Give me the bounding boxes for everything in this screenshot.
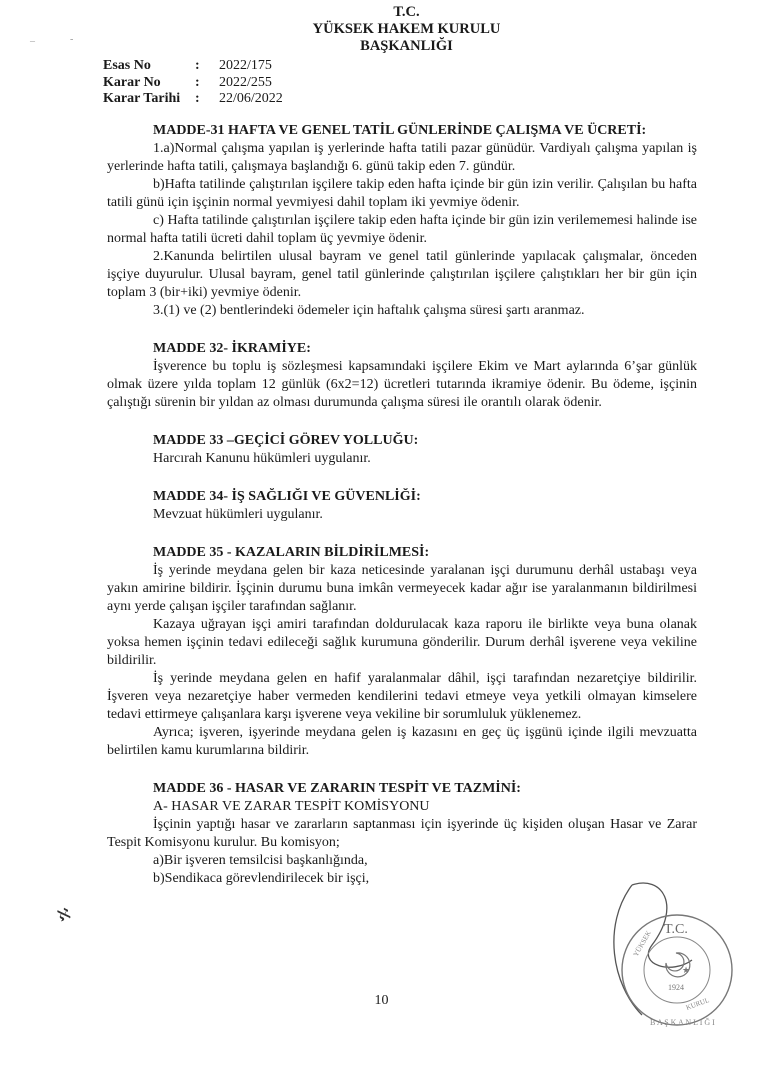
- meta-value: 2022/255: [219, 74, 272, 90]
- seal-arc-text: B A Ş K A N L I Ğ I: [650, 1018, 715, 1027]
- meta-label: Karar Tarihi: [103, 91, 181, 106]
- article-35-title: MADDE 35 - KAZALARIN BİLDİRİLMESİ:: [153, 545, 430, 560]
- meta-row-karar-tarihi: [103, 91, 283, 108]
- scan-dash: –: [30, 36, 35, 47]
- header-line-presidency: BAŞKANLIĞI: [360, 38, 453, 54]
- star-icon: ★: [682, 965, 691, 975]
- article-36-item-a: a)Bir işveren temsilcisi başkanlığında,: [153, 853, 368, 868]
- article-36-subtitle: A- HASAR VE ZARAR TESPİT KOMİSYONU: [153, 799, 430, 814]
- seal-year-text: 1924: [668, 983, 684, 992]
- meta-row-karar: [103, 75, 283, 92]
- article-36-item-b: b)Sendikaca görevlendirilecek bir işçi,: [153, 871, 370, 886]
- document-header: [0, 4, 763, 55]
- article-31-para-3: 3.(1) ve (2) bentlerindeki ödemeler için haftalık çalışma süresi şartı aranmaz.: [153, 303, 585, 318]
- seal-tc-text: T.C.: [664, 922, 688, 937]
- official-seal-stamp: [592, 865, 742, 1045]
- meta-colon: :: [195, 91, 200, 106]
- meta-label: Esas No: [103, 58, 151, 73]
- margin-initial-mark: ℵ: [55, 905, 73, 926]
- article-35-para-1: İş yerinde meydana gelen bir kaza neticesinde yaralanan işçi durumunu derhâl ustabaşı veya yakın amirine bildirir. İşçinin durumu buna imkân vermeyecek kadar ağır ise yaralanmanın bildirilmesi aynı yerde çalışan işçiler tarafından sağlanır.: [107, 563, 697, 614]
- meta-colon: :: [195, 58, 200, 73]
- article-31-para-2: 2.Kanunda belirtilen ulusal bayram ve genel tatil günlerinde yapılacak çalışmalar, önceden işçiye duyurulur. Ulusal bayram, genel tatil günlerinde çalıştırılan işçilere çalıştıkları her bir gün için toplam 3 (bir+iki) yevmiye ödenir.: [107, 249, 697, 300]
- article-35-para-4: Ayrıca; işveren, işyerinde meydana gelen iş kazasını en geç üç işgünü içinde ilgili mevzuatta belirtilen kamu kurumlarına bildirir.: [107, 725, 697, 758]
- seal-arc-text: KURUL: [684, 996, 711, 1012]
- seal-arc-text: YÜKSEK: [631, 929, 653, 958]
- article-33-title: MADDE 33 –GEÇİCİ GÖREV YOLLUĞU:: [153, 433, 419, 448]
- document-body: [107, 122, 697, 888]
- article-31-para-1a: 1.a)Normal çalışma yapılan iş yerlerinde hafta tatili pazar günüdür. Vardiyalı çalışma yapılan iş yerlerinde hafta tatili, çalışmaya başlandığı 6. günü takip eden 7. gündür.: [107, 141, 697, 174]
- header-line-tc: T.C.: [393, 4, 420, 20]
- article-31-para-1c: c) Hafta tatilinde çalıştırılan işçilere takip eden hafta içinde bir gün izin verilememesi halinde ise normal hafta tatili ücreti dahil toplam üç yevmiye ödenir.: [107, 213, 697, 246]
- article-32-title: MADDE 32- İKRAMİYE:: [153, 341, 311, 356]
- meta-value: 2022/175: [219, 58, 272, 73]
- article-31-para-1b: b)Hafta tatilinde çalıştırılan işçilere takip eden hafta içinde bir gün izin verilir. Çalışılan bu hafta tatili günü için işçinin normal yevmiyesi dahil toplam iki yevmiye ödenir.: [107, 177, 697, 210]
- article-32-para: İşverence bu toplu iş sözleşmesi kapsamındaki işçilere Ekim ve Mart aylarında 6’şar günlük olmak üzere yılda toplam 12 günlük (6x2=12) ücretleri tutarında ikramiye ödenir. Bu ödeme, işçinin çalıştığı sürenin bir yıldan az olması durumunda çalışma süresi ile orantılı olarak ödenir.: [107, 359, 697, 410]
- article-36-title: MADDE 36 - HASAR VE ZARARIN TESPİT VE TAZMİNİ:: [153, 781, 521, 796]
- scan-dash: -: [70, 34, 74, 45]
- meta-colon: :: [195, 74, 200, 90]
- article-36-para-1: İşçinin yaptığı hasar ve zararların saptanması için işyerinde üç kişiden oluşan Hasar ve Zarar Tespit Komisyonu kurulur. Bu komisyon;: [107, 817, 697, 850]
- article-34-title: MADDE 34- İŞ SAĞLIĞI VE GÜVENLİĞİ:: [153, 489, 421, 504]
- article-35-para-2: Kazaya uğrayan işçi amiri tarafından doldurulacak kaza raporu ile birlikte veya buna olanak yoksa hemen işçinin tedavi edileceği sağlık kurumuna gönderilir. Durum derhâl işverene veya vekiline bildirilir.: [107, 617, 697, 668]
- header-line-institution: YÜKSEK HAKEM KURULU: [312, 21, 501, 37]
- meta-label: Karar No: [103, 74, 161, 90]
- page-number: 10: [374, 993, 389, 1008]
- article-33-para: Harcırah Kanunu hükümleri uygulanır.: [153, 451, 371, 466]
- article-34-para: Mevzuat hükümleri uygulanır.: [153, 507, 323, 522]
- case-metadata: [103, 58, 283, 108]
- meta-value: 22/06/2022: [219, 91, 283, 106]
- article-35-para-3: İş yerinde meydana gelen en hafif yaralanmalar dâhil, işçi tarafından nezaretçiye bildirilir. İşveren veya nezaretçiye haber vermeden kendilerini tedavi etmeye veya yetkili olmayan kimselere tedavi ettirmeye çalışanlara karşı işverene veya vekiline bir sorumluluk yüklenemez.: [107, 671, 697, 722]
- article-31-title: MADDE-31 HAFTA VE GENEL TATİL GÜNLERİNDE ÇALIŞMA VE ÜCRETİ:: [153, 123, 647, 138]
- meta-row-esas: [103, 58, 283, 75]
